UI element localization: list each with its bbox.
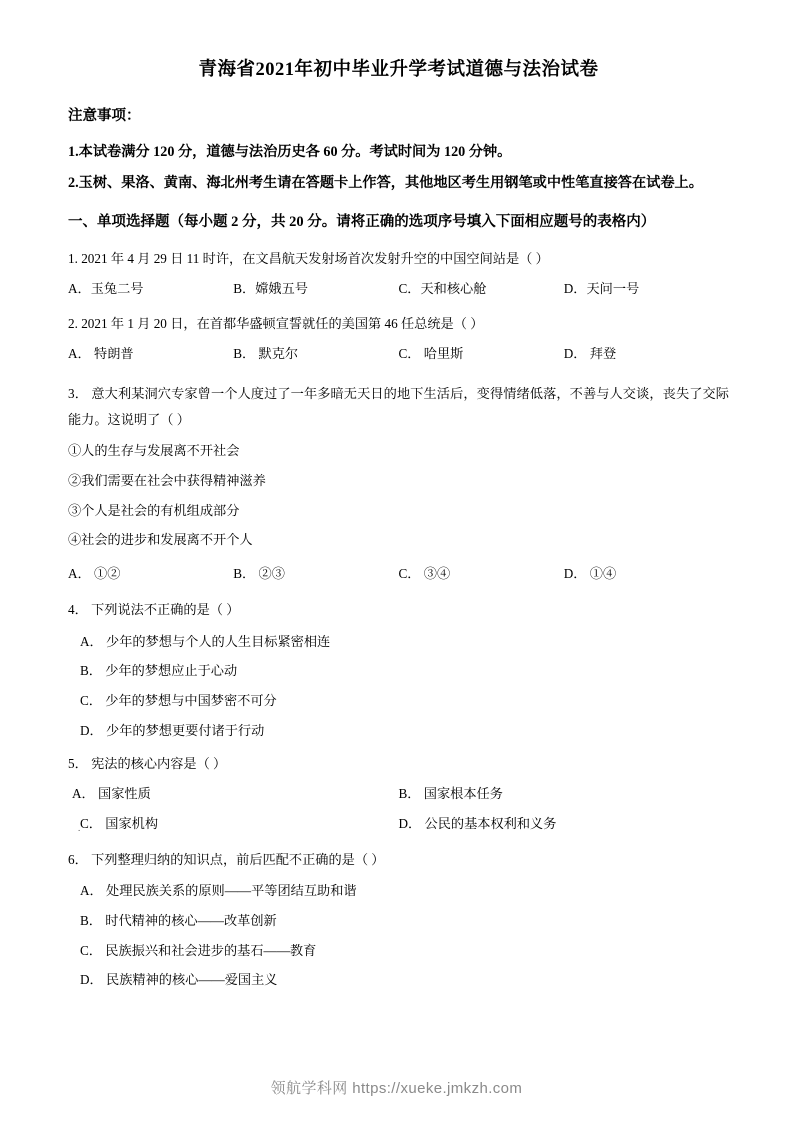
- option-item[interactable]: C． ③④: [398, 566, 451, 582]
- option-item[interactable]: A． 处理民族关系的原则——平等团结互助和谐: [80, 883, 357, 899]
- option-item[interactable]: D． 拜登: [563, 346, 617, 362]
- notice-heading: 注意事项：: [68, 107, 141, 124]
- question-statement: ②我们需要在社会中获得精神滋养: [68, 473, 266, 489]
- question-options: [68, 811, 729, 837]
- option-item[interactable]: C． 少年的梦想与中国梦密不可分: [80, 693, 277, 709]
- question-options: [68, 781, 729, 807]
- option-item[interactable]: D． 民族精神的核心——爱国主义: [80, 972, 278, 988]
- option-item[interactable]: A． 国家性质: [72, 786, 151, 802]
- option-item[interactable]: A． 特朗普: [68, 346, 134, 362]
- question-options: [68, 561, 729, 587]
- option-item[interactable]: B． 国家根本任务: [398, 786, 503, 802]
- option-item[interactable]: D．天问一号: [563, 280, 640, 296]
- question-stem: 5． 宪法的核心内容是（ ）: [68, 756, 227, 772]
- watermark-footer: 领航学科网 https://xueke.jmkzh.com: [270, 1080, 523, 1097]
- option-item[interactable]: C． 哈里斯: [398, 346, 464, 362]
- question-stem: 4． 下列说法不正确的是（ ）: [68, 601, 240, 617]
- option-item[interactable]: B． 少年的梦想应止于心动: [80, 663, 238, 679]
- question-statement: ③个人是社会的有机组成部分: [68, 502, 240, 518]
- option-item[interactable]: C． 民族振兴和社会进步的基石——教育: [80, 942, 317, 958]
- question-stem: 3． 意大利某洞穴专家曾一个人度过了一年多暗无天日的地下生活后，变得情绪低落，不善与人交谈，丧失了交际能力。这说明了（ ）: [68, 385, 729, 427]
- question-statement: ①人的生存与发展离不开社会: [68, 443, 240, 459]
- option-item[interactable]: B．嫦娥五号: [233, 280, 308, 296]
- option-item[interactable]: B． ②③: [233, 566, 285, 582]
- option-item[interactable]: D． 公民的基本权利和义务: [398, 815, 557, 831]
- option-item[interactable]: B． 默克尔: [233, 346, 299, 362]
- question-options: [68, 276, 729, 302]
- question-stem: 6． 下列整理归纳的知识点，前后匹配不正确的是（ ）: [68, 851, 385, 867]
- option-item[interactable]: C． 国家机构: [80, 815, 159, 831]
- option-item[interactable]: A．玉兔二号: [68, 280, 144, 296]
- option-item[interactable]: D． ①④: [563, 566, 617, 582]
- option-item[interactable]: D． 少年的梦想更要付诸于行动: [80, 722, 265, 738]
- option-item[interactable]: B． 时代精神的核心——改革创新: [80, 913, 277, 929]
- question-options: [68, 341, 729, 367]
- notice-line-1: 1.本试卷满分 120 分，道德与法治历史各 60 分。考试时间为 120 分钟。: [68, 143, 512, 160]
- option-item[interactable]: A． ①②: [68, 566, 121, 582]
- question-stem: 1. 2021 年 4 月 29 日 11 时许，在文昌航天发射场首次发射升空的中国空间站是（ ）: [68, 250, 549, 266]
- section-heading: 一、单项选择题（每小题 2 分，共 20 分。请将正确的选项序号填入下面相应题号的表格内）: [68, 214, 656, 231]
- question-statement: ④社会的进步和发展离不开个人: [68, 532, 253, 548]
- question-stem: 2. 2021 年 1 月 20 日，在首都华盛顿宣誓就任的美国第 46 任总统是（ ）: [68, 316, 484, 332]
- stray-mark: .: [78, 823, 81, 833]
- notice-line-2: 2.玉树、果洛、黄南、海北州考生请在答题卡上作答，其他地区考生用钢笔或中性笔直接答在试卷上。: [68, 174, 703, 191]
- page-title: 青海省2021年初中毕业升学考试道德与法治试卷: [198, 60, 599, 80]
- option-item[interactable]: A． 少年的梦想与个人的人生目标紧密相连: [80, 633, 331, 649]
- option-item[interactable]: C．天和核心舱: [398, 280, 487, 296]
